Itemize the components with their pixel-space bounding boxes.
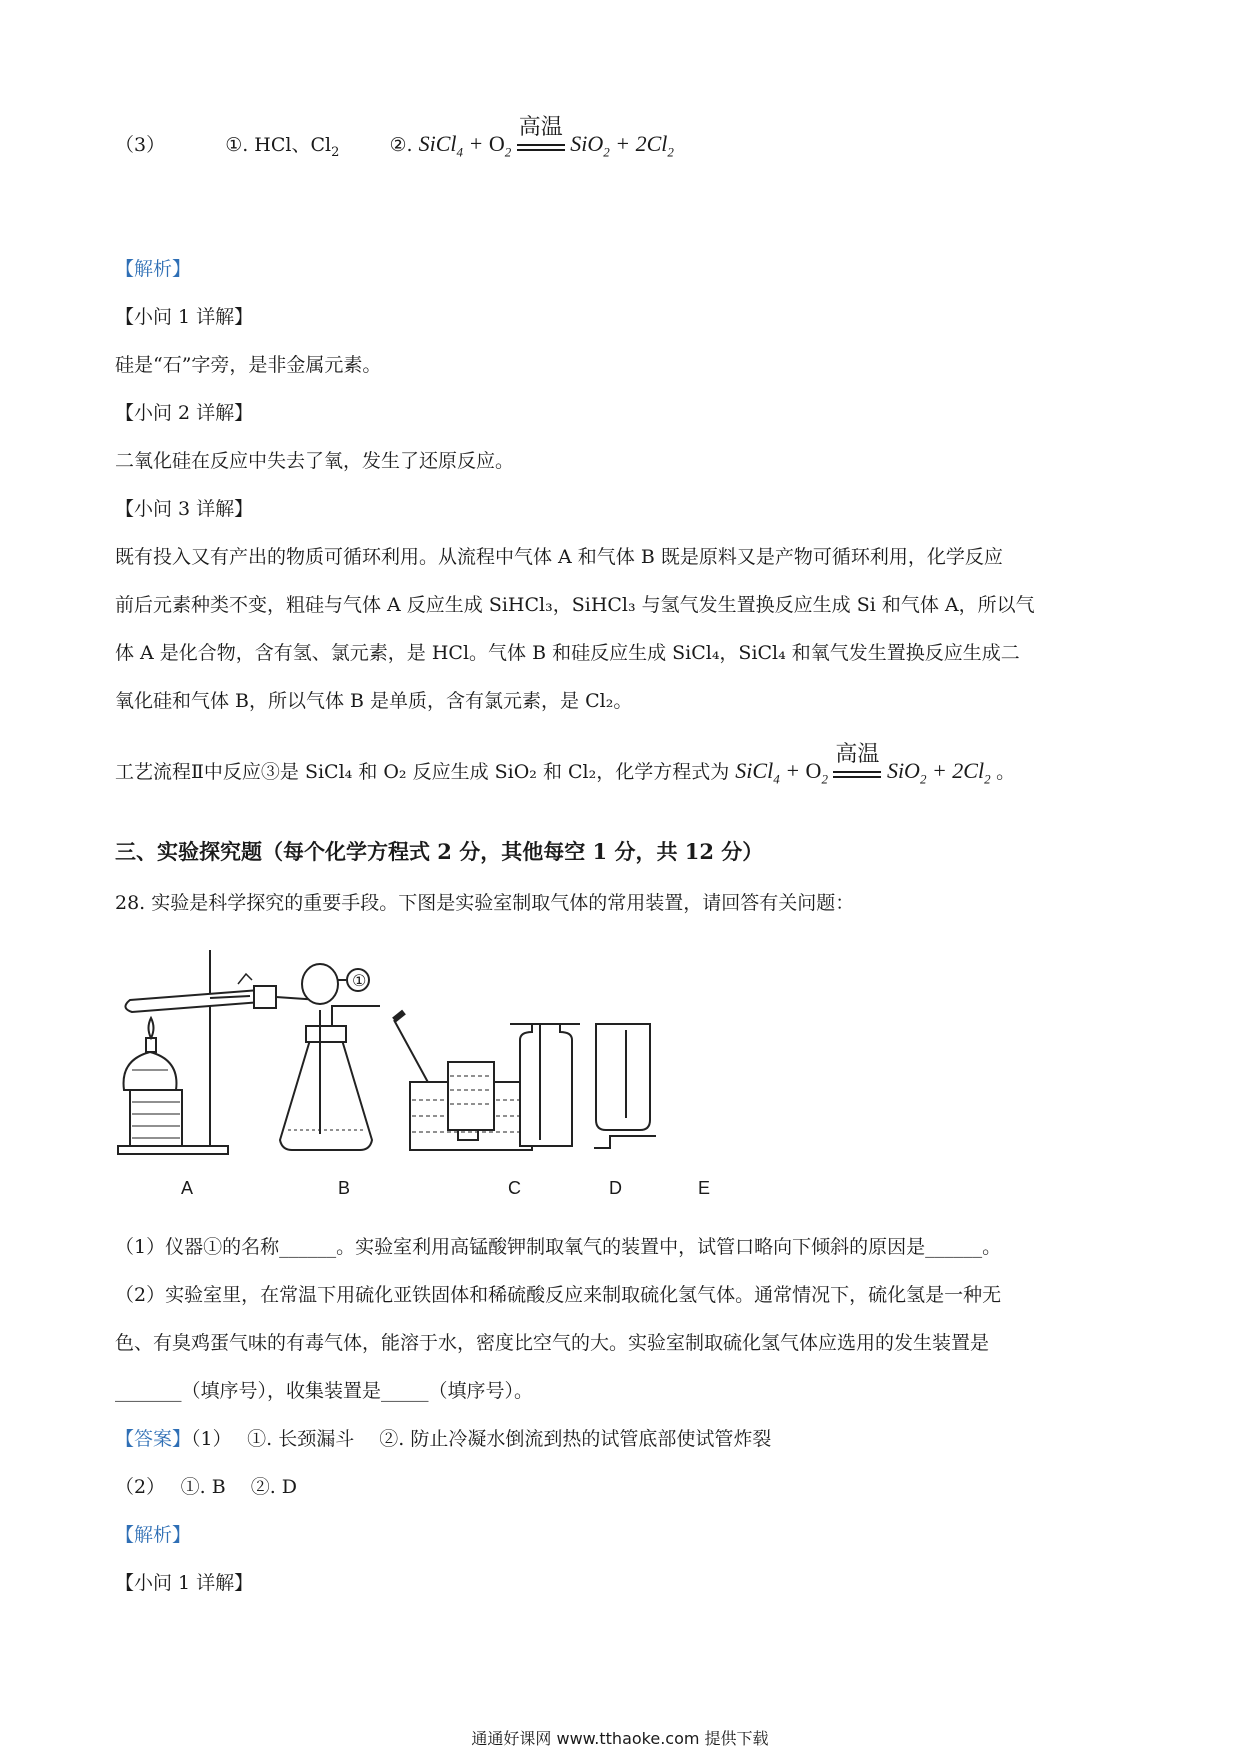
q1-detail-heading: 【小问 1 详解】 bbox=[115, 306, 254, 328]
answer-label: 【答案】 bbox=[115, 1428, 192, 1450]
q3-text-line: 体 A 是化合物，含有氢、氯元素，是 HCl。气体 B 和硅反应生成 SiCl₄，SiCl₄ 和氧气发生置换反应生成二 bbox=[115, 642, 1020, 664]
answer-line-2: （2） ①. B ②. D bbox=[115, 1476, 298, 1498]
figure-label-d: D bbox=[609, 1178, 622, 1198]
q3-text-line: 既有投入又有产出的物质可循环利用。从流程中气体 A 和气体 B 既是原料又是产物可循环利用，化学反应 bbox=[115, 546, 1003, 568]
page-footer: 通通好课网 www.tthaoke.com 提供下载 bbox=[471, 1729, 769, 1748]
q1-text: 硅是“石”字旁，是非金属元素。 bbox=[115, 354, 382, 376]
chemical-equation-1: SiCl$_4$ + $O_2$ 高温 $SiO_2 + 2Cl_2$ bbox=[419, 131, 674, 156]
analysis-label-2: 【解析】 bbox=[115, 1524, 192, 1546]
q28-part-1: （1）仪器①的名称______。实验室利用高锰酸钾制取氧气的装置中，试管口略向下倾斜的原因是______。 bbox=[115, 1236, 1002, 1258]
q2-text: 二氧化硅在反应中失去了氧，发生了还原反应。 bbox=[115, 450, 515, 472]
q28-part-2-line: _______（填序号），收集装置是_____（填序号）。 bbox=[115, 1380, 534, 1402]
q3-equation-line: 工艺流程Ⅱ中反应③是 SiCl₄ 和 O₂ 反应生成 SiO₂ 和 Cl₂，化学方程式为 SiCl$_4$ + $O_2$ 高温 $SiO_2 + 2Cl_2$ 。 bbox=[115, 741, 1016, 787]
answer-line-1 bbox=[115, 1424, 771, 1451]
analysis-label: 【解析】 bbox=[115, 258, 192, 280]
part3-answer-1: ①. HCl、$Cl_2$ bbox=[225, 134, 340, 160]
equation-condition: 高温 bbox=[518, 114, 563, 139]
apparatus-d bbox=[510, 1024, 580, 1146]
part3-answer-line bbox=[115, 114, 674, 160]
question-28-intro: 28. 实验是科学探究的重要手段。下图是实验室制取气体的常用装置，请回答有关问题： bbox=[115, 892, 855, 914]
part3-number: （3） bbox=[115, 134, 166, 156]
answer-1-text: （1） ①. 长颈漏斗 ②. 防止冷凝水倒流到热的试管底部使试管炸裂 bbox=[191, 1428, 772, 1450]
figure-label-a: A bbox=[181, 1178, 194, 1198]
q28-part-2-line: 色、有臭鸡蛋气味的有毒气体，能溶于水，密度比空气的大。实验室制取硫化氢气体应选用的发生装置是 bbox=[115, 1332, 990, 1354]
q2-detail-heading: 【小问 2 详解】 bbox=[115, 402, 254, 424]
section-3-title: 三、实验探究题（每个化学方程式 2 分，其他每空 1 分，共 12 分） bbox=[115, 839, 764, 864]
q28-part-2-line: （2）实验室里，在常温下用硫化亚铁固体和稀硫酸反应来制取硫化氢气体。通常情况下，硫化氢是一种无 bbox=[115, 1284, 1002, 1306]
figure-label-c: C bbox=[508, 1178, 521, 1198]
q3-text-line: 氧化硅和气体 B，所以气体 B 是单质，含有氯元素，是 Cl₂。 bbox=[115, 690, 633, 712]
callout-number: ① bbox=[352, 971, 367, 990]
part3-answer-2-prefix: ②. bbox=[389, 134, 413, 156]
figure-label-e: E bbox=[698, 1178, 711, 1198]
figure-label-b: B bbox=[338, 1178, 351, 1198]
lab-apparatus-figure bbox=[110, 940, 750, 1160]
apparatus-c bbox=[394, 1012, 532, 1150]
q3-equation-prefix: 工艺流程Ⅱ中反应③是 SiCl₄ 和 O₂ 反应生成 SiO₂ 和 Cl₂，化学方程式为 bbox=[115, 761, 730, 783]
q1-detail-heading-2: 【小问 1 详解】 bbox=[115, 1572, 254, 1594]
apparatus-b bbox=[280, 964, 380, 1150]
q3-text-line: 前后元素种类不变，粗硅与气体 A 反应生成 SiHCl₃，SiHCl₃ 与氢气发生置换反应生成 Si 和气体 A，所以气 bbox=[115, 594, 1035, 616]
chemical-equation-2: SiCl$_4$ + $O_2$ 高温 $SiO_2 + 2Cl_2$ bbox=[735, 741, 991, 787]
apparatus-e bbox=[594, 1024, 656, 1148]
q3-detail-heading: 【小问 3 详解】 bbox=[115, 498, 254, 520]
